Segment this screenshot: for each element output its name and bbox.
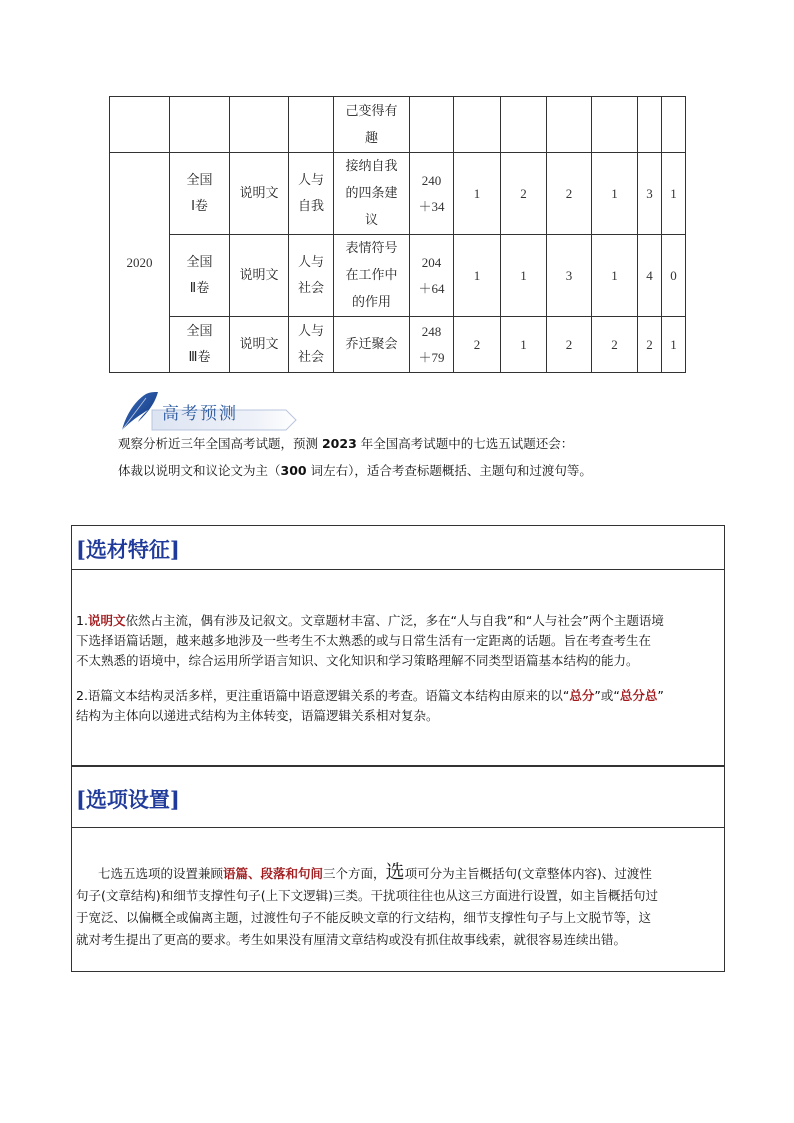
count-cell: 2 xyxy=(547,153,592,235)
title-cell: 乔迁聚会 xyxy=(334,317,410,373)
count-cell: 3 xyxy=(547,235,592,317)
count-cell: 1 xyxy=(592,153,638,235)
count-cell: 0 xyxy=(662,235,686,317)
count-cell: 1 xyxy=(592,235,638,317)
theme-cell: 人与 社会 xyxy=(289,317,334,373)
count-cell: 1 xyxy=(454,153,501,235)
count-cell: 1 xyxy=(662,153,686,235)
title-cell: 接纳自我 的四条建 议 xyxy=(334,153,410,235)
count-cell: 4 xyxy=(638,235,662,317)
paragraph-2: 2.语篇文本结构灵活多样，更注重语篇中语意逻辑关系的考查。语篇文本结构由原来的以“总分”或“总分总” 结构为主体向以递进式结构为主体转变，语篇逻辑关系相对复杂。 xyxy=(76,688,664,723)
forecast-banner xyxy=(116,388,306,436)
count-cell: 2 xyxy=(547,317,592,373)
count-cell: 2 xyxy=(592,317,638,373)
table-row xyxy=(110,97,686,153)
paragraph-1: 1.说明文依然占主流，偶有涉及记叙文。文章题材丰富、广泛，多在“人与自我”和“人与社会”两个主题语境 下选择语篇话题，越来越多地涉及一些考生不太熟悉的或与日常生活有一定距离的话题。旨在考查考生在 不太熟悉的语境中，综合运用所学语言知识、文化知识和学习策略理解不同类型语篇基本结构的能力。 xyxy=(76,613,664,668)
count-cell: 2 xyxy=(454,317,501,373)
words-cell: 204 ＋64 xyxy=(410,235,454,317)
section-option-settings xyxy=(71,766,725,972)
intro-line-1: 观察分析近三年全国高考试题，预测 2023 年全国高考试题中的七选五试题还会： xyxy=(118,436,574,451)
count-cell: 1 xyxy=(662,317,686,373)
title-cell: 己变得有 趣 xyxy=(334,97,410,153)
paper-cell: 全国 Ⅲ卷 xyxy=(170,317,230,373)
section-title: [选项设置] xyxy=(76,787,180,812)
count-cell: 1 xyxy=(454,235,501,317)
banner-title: 高考预测 xyxy=(162,404,238,424)
words-cell: 240 ＋34 xyxy=(410,153,454,235)
intro-line-2: 体裁以说明文和议论文为主（300 词左右），适合考查标题概括、主题句和过渡句等。 xyxy=(118,463,592,478)
section-material-features xyxy=(71,525,725,766)
count-cell: 2 xyxy=(638,317,662,373)
theme-cell: 人与 自我 xyxy=(289,153,334,235)
count-cell: 1 xyxy=(501,235,547,317)
words-cell: 248 ＋79 xyxy=(410,317,454,373)
year-cell: 2020 xyxy=(110,153,170,373)
count-cell: 2 xyxy=(501,153,547,235)
count-cell: 1 xyxy=(501,317,547,373)
exam-stats-table xyxy=(109,96,686,373)
table-row xyxy=(110,235,686,317)
count-cell: 3 xyxy=(638,153,662,235)
table-row xyxy=(110,153,686,235)
title-cell: 表情符号 在工作中 的作用 xyxy=(334,235,410,317)
genre-cell: 说明文 xyxy=(230,317,289,373)
genre-cell: 说明文 xyxy=(230,153,289,235)
section-title: [选材特征] xyxy=(76,537,180,562)
theme-cell: 人与 社会 xyxy=(289,235,334,317)
genre-cell: 说明文 xyxy=(230,235,289,317)
paper-cell: 全国 Ⅰ卷 xyxy=(170,153,230,235)
table-row xyxy=(110,317,686,373)
paper-cell: 全国 Ⅱ卷 xyxy=(170,235,230,317)
paragraph-options: 七选五选项的设置兼顾语篇、段落和句间三个方面，选项可分为主旨概括句(文章整体内容)、过渡性 句子(文章结构)和细节支撑性句子(上下文逻辑)三类。干扰项往往也从这三方面进行设置，如主旨概括句过 于宽泛、以偏概全或偏离主题，过渡性句子不能反映文章的行文结构，细节支撑性句子与上文脱节等，这 就对考生提出了更高的要求。考生如果没有厘清文章结构或没有抓住故事线索，就很容易连续出错。 xyxy=(76,861,659,947)
